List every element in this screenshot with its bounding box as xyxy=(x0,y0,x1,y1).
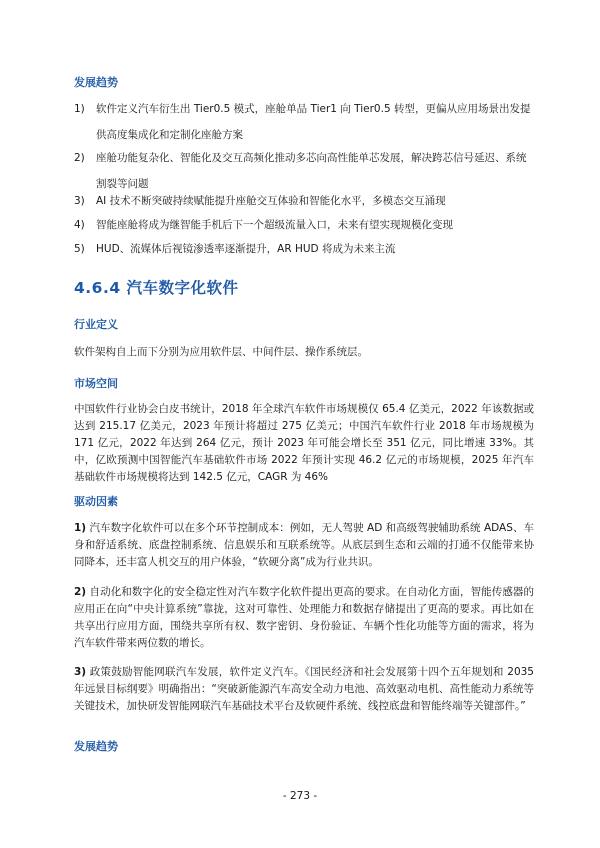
definition-label: 行业定义 xyxy=(74,318,118,331)
list-item xyxy=(74,236,536,262)
list-text: AI 技术不断突破持续赋能提升座舱交互体验和智能化水平，多模态交互涌现 xyxy=(96,195,446,207)
driver-text: 政策鼓励智能网联汽车发展，软件定义汽车。《国民经济和社会发展第十四个五年规划和 2035 年远景目标纲要》明确指出：“突破新能源汽车高安全动力电池、高效驱动电机、高性能动力系统等关键技术，加快研发智能网联汽车基础技术平台及软硬件系统、线控底盘和智能终端等关键部件。” xyxy=(74,666,534,712)
definition-text: 软件架构自上而下分别为应用软件层、中间件层、操作系统层。 xyxy=(74,346,368,358)
driver-number: 2) xyxy=(74,586,87,598)
driver-text: 自动化和数字化的安全稳定性对汽车数字化软件提出更高的要求。在自动化方面，智能传感器的应用正在向“中央计算系统”靠拢，这对可靠性、处理能力和数据存储提出了更高的要求。再比如在共享出行应用方面，围绕共享所有权、数字密钥、身份验证、车辆个性化功能等方面的需求，将为汽车软件带来两位数的增长。 xyxy=(74,586,534,649)
list-item xyxy=(74,212,536,238)
list-item xyxy=(74,96,536,148)
driver-paragraph xyxy=(74,664,534,715)
section-heading: 4.6.4 汽车数字化软件 xyxy=(74,279,239,297)
list-number: 1) xyxy=(74,103,85,115)
market-label: 市场空间 xyxy=(74,377,118,390)
list-text: 软件定义汽车衍生出 Tier0.5 模式，座舱单品 Tier1 向 Tier0.5 转型，更偏从应用场景出发提供高度集成化和定制化座舱方案 xyxy=(96,103,531,141)
driver-paragraph xyxy=(74,520,534,571)
trend-label: 发展趋势 xyxy=(74,740,118,753)
trend-label: 发展趋势 xyxy=(74,76,118,89)
page-number: - 273 - xyxy=(282,790,318,802)
list-text: HUD、流媒体后视镜渗透率逐渐提升，AR HUD 将成为未来主流 xyxy=(96,243,396,255)
list-number: 5) xyxy=(74,243,85,255)
driver-paragraph xyxy=(74,584,534,652)
list-item xyxy=(74,188,536,214)
driver-number: 1) xyxy=(74,522,87,534)
driver-number: 3) xyxy=(74,666,87,678)
list-text: 智能座舱将成为继智能手机后下一个超级流量入口，未来有望实现规模化变现 xyxy=(96,219,453,231)
list-number: 2) xyxy=(74,152,85,164)
list-text: 座舱功能复杂化、智能化及交互高频化推动多芯向高性能单芯发展，解决跨芯信号延迟、系统割裂等问题 xyxy=(96,152,527,190)
driver-text: 汽车数字化软件可以在多个环节控制成本：例如，无人驾驶 AD 和高级驾驶辅助系统 ADAS、车身和舒适系统、底盘控制系统、信息娱乐和互联系统等。从底层到生态和云端的打通不仅能带来协同降本，还丰富人机交互的用户体验，“软硬分离”成为行业共识。 xyxy=(74,522,534,568)
drivers-label: 驱动因素 xyxy=(74,495,118,508)
market-text: 中国软件行业协会白皮书统计，2018 年全球汽车软件市场规模仅 65.4 亿美元，2022 年该数据或达到 215.17 亿美元，2023 年预计将超过 275 亿美元；中国汽车软件行业 2018 年市场规模为 171 亿元，2022 年达到 264 亿元，预计 2023 年可能会增长至 351 亿元，同比增速 33%。其中，亿欧预测中国智能汽车基础软件市场 2022 年预计实现 46.2 亿元的市场规模，2025 年汽车基础软件市场规模将达到 142.5 亿元，CAGR 为 46% xyxy=(74,403,534,483)
list-number: 4) xyxy=(74,219,85,231)
list-number: 3) xyxy=(74,195,85,207)
